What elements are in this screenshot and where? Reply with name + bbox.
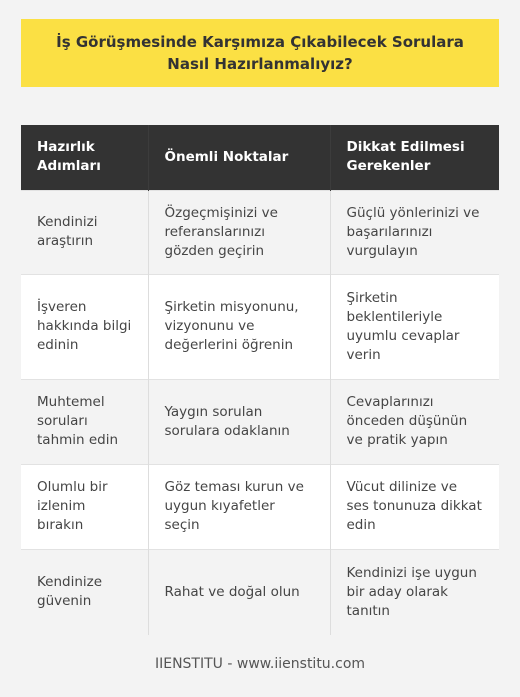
table-cell-key-point: Göz teması kurun ve uygun kıyafetler seçin	[148, 464, 330, 549]
table-cell-key-point: Şirketin misyonunu, vizyonunu ve değerlerini öğrenin	[148, 274, 330, 379]
table-row	[21, 379, 499, 464]
table-cell-consideration: Güçlü yönlerinizi ve başarılarınızı vurgulayın	[330, 190, 499, 274]
column-header-steps: Hazırlık Adımları	[21, 125, 148, 190]
table-cell-step: Kendinizi araştırın	[21, 190, 148, 274]
preparation-table	[21, 125, 499, 635]
table-cell-step: Muhtemel soruları tahmin edin	[21, 379, 148, 464]
table-cell-step: Olumlu bir izlenim bırakın	[21, 464, 148, 549]
table-cell-consideration: Kendinizi işe uygun bir aday olarak tanıtın	[330, 549, 499, 635]
table-row	[21, 274, 499, 379]
table-cell-key-point: Rahat ve doğal olun	[148, 549, 330, 635]
table-cell-consideration: Cevaplarınızı önceden düşünün ve pratik yapın	[330, 379, 499, 464]
table-row	[21, 549, 499, 635]
page-title: İş Görüşmesinde Karşımıza Çıkabilecek Sorulara Nasıl Hazırlanmalıyız?	[21, 19, 499, 87]
table-row	[21, 464, 499, 549]
footer-credit: IIENSTITU - www.iienstitu.com	[154, 656, 366, 672]
table-cell-key-point: Özgeçmişinizi ve referanslarınızı gözden geçirin	[148, 190, 330, 274]
column-header-key-points: Önemli Noktalar	[148, 125, 330, 190]
column-header-considerations: Dikkat Edilmesi Gerekenler	[330, 125, 499, 190]
table-cell-step: İşveren hakkında bilgi edinin	[21, 274, 148, 379]
table-row	[21, 190, 499, 274]
table-cell-consideration: Şirketin beklentileriyle uyumlu cevaplar verin	[330, 274, 499, 379]
table-cell-step: Kendinize güvenin	[21, 549, 148, 635]
table-cell-consideration: Vücut dilinize ve ses tonunuza dikkat edin	[330, 464, 499, 549]
table-header-row	[21, 125, 499, 190]
table-cell-key-point: Yaygın sorulan sorulara odaklanın	[148, 379, 330, 464]
